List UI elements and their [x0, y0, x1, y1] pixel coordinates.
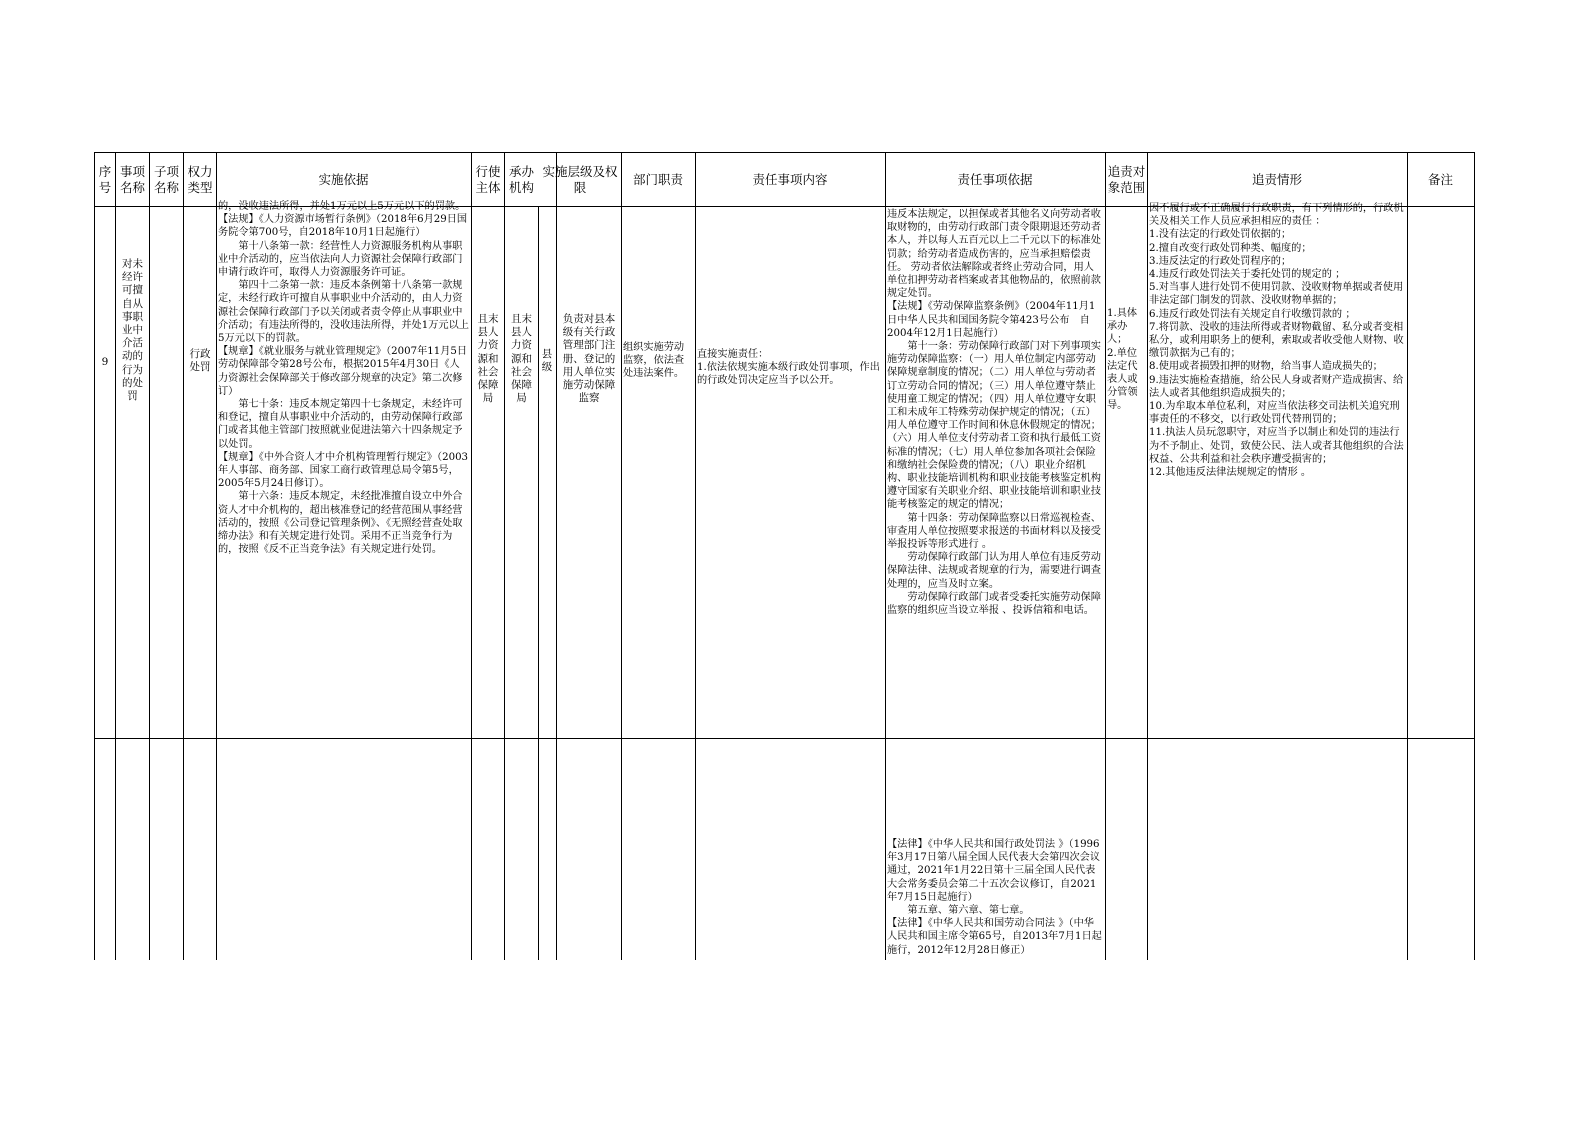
row9-liable-cases: 因不履行或不正确履行行政职责，有下列情形的，行政机关及相关工作人员应承担相应的责任 ： 1.没有法定的行政处罚依据的； 2.擅自改变行政处罚种类、幅度的； 3.违反法定的行政处罚程序的； 4.违反行政处罚法关于委托处罚的规定的 ； 5.对当事人进行处罚不使用罚款、没收财物单据或者使用非法定部门制发的罚款、没收财物单据的； 6.违反行政处罚法有关规定自行收缴罚款的 ； 7.将罚款、没收的违法所得或者财物截留、私分或者变相私分，或利用职务上的便利，索取或者收受他人财物、收缴罚款据为己有的； 8.使用或者损毁扣押的财物，给当事人造成损失的； 9.违法实施检查措施，给公民人身或者财产造成损害、给法人或者其他组织造成损失的； 10.为牟取本单位私利，对应当依法移交司法机关追究刑事责任的不移交，以行政处罚代替刑罚的； 11.执法人员玩忽职守，对应当予以制止和处罚的违法行为不予制止、处罚，致使公民、法人或者其他组织的合法权益、公共利益和社会秩序遭受损害的； 12.其他违反法律法规规定的情形 。 — [1149, 203, 1404, 479]
col-line-8b — [556, 206, 557, 960]
row9-undertaker: 且末县人力资源和社会保障局 — [511, 313, 532, 405]
row9-liable-scope: 1.具体承办人； 2.单位法定代表人或分管领导。 — [1107, 308, 1138, 412]
row9-dept-duty: 组织实施劳动监察，依法查处违法案件。 — [623, 342, 685, 380]
header-level: 实施层级及权限 — [542, 163, 618, 195]
col-line-13 — [1147, 152, 1148, 960]
col-line-10 — [695, 152, 696, 960]
col-line-7 — [538, 206, 539, 960]
col-line-4 — [216, 152, 217, 960]
row9-resp-content: 直接实施责任： 1.依法依规实施本级行政处罚事项，作出的行政处罚决定应当予以公开。 — [697, 349, 880, 387]
row9-seq: 9 — [101, 356, 109, 368]
header-sub-name: 子项名称 — [153, 163, 179, 195]
col-line-14 — [1407, 152, 1408, 960]
header-seq: 序号 — [98, 163, 112, 195]
col-line-12 — [1105, 152, 1106, 960]
row9-level-scope: 负责对县本级有关行政管理部门注册、登记的用人单位实施劳动保障监察 — [562, 313, 616, 405]
row9-basis: 的，没收违法所得，并处1万元以上5万元以下的罚款。 【法规】《人力资源市场暂行条例》（2018年6月29日国务院令第700号，自2018年10月1日起施行） 第十八条第一款：经营性人力资源服务机构从事职业中介活动的，应当依法向人力资源社会保障行政部门申请行政许可，取得人力资源服务许可证。 第四十二条第一款：违反本条例第十八条第一款规定，未经行政许可擅自从事职业中介活动的，由人力资源社会保障行政部门予以关闭或者责令停止从事职业中介活动；有违法所得的，没收违法所得，并处1万元以上5万元以下的罚款。 【规章】《就业服务与就业管理规定》（2007年11月5日劳动保障部令第28号公布，根据2015年4月30日《人力资源社会保障部关于修改部分规章的决定》第二次修订） 第七十条：违反本规定第四十七条规定，未经许可和登记，擅自从事职业中介活动的，由劳动保障行政部门或者其他主管部门按照就业促进法第六十四条规定予以处罚。 【规章】《中外合资人才中介机构管理暂行规定》（2003年人事部、商务部、国家工商行政管理总局令第5号，2005年5月24日修订）。 第十六条：违反本规定，未经批准擅自设立中外合资人才中介机构的，超出核准登记的经营范围从事经营活动的，按照《公司登记管理条例》、《无照经营查处取缔办法》和有关规定进行处罚。采用不正当竞争行为的，按照《反不正当竞争法》有关规定进行处罚。 — [218, 201, 469, 556]
col-line-0 — [94, 152, 95, 960]
header-basis: 实施依据 — [318, 171, 369, 187]
col-line-6 — [504, 152, 505, 960]
header-resp-content: 责任事项内容 — [752, 171, 828, 187]
header-item-name: 事项名称 — [119, 163, 145, 195]
col-line-15 — [1474, 152, 1475, 960]
col-line-11 — [885, 152, 886, 960]
col-line-9 — [621, 152, 622, 960]
row-divider — [94, 738, 1474, 739]
col-line-5 — [471, 152, 472, 960]
header-liable-cases: 追责情形 — [1251, 171, 1302, 187]
col-line-1 — [115, 152, 116, 960]
row10-resp-basis: 【法律】《中华人民共和国行政处罚法 》（1996年3月17日第八届全国人民代表大会第四次会议通过，2021年1月22日第十三届全国人民代表大会常务委员会第二十五次会议修订，自2021年7月15日起施行） 第五章、第六章、第七章。 【法律】《中华人民共和国劳动合同法 》（中华人民共和国主席令第65号，自2013年7月1日起施行，2012年12月28日修正） — [887, 839, 1102, 956]
row9-item-name: 对未经许可擅自从事职业中介活动的行为的处罚 — [122, 258, 143, 403]
row9-power-type: 行政处罚 — [189, 348, 211, 374]
header-dept-duty: 部门职责 — [632, 171, 683, 187]
col-line-2 — [149, 152, 150, 960]
header-resp-basis: 责任事项依据 — [957, 171, 1033, 187]
col-line-3 — [183, 152, 184, 960]
header-power-type: 权力类型 — [187, 163, 213, 195]
header-liable-scope: 追责对象范围 — [1107, 163, 1146, 195]
row9-level: 县级 — [541, 348, 553, 374]
row9-subject: 且末县人力资源和社会保障局 — [477, 313, 499, 405]
header-remark: 备注 — [1427, 171, 1453, 187]
header-undertaker: 承办机构 — [508, 163, 534, 195]
row9-resp-basis: 违反本法规定，以担保或者其他名义向劳动者收取财物的，由劳动行政部门责令限期退还劳动者本人，并以每人五百元以上二千元以下的标准处罚款；给劳动者造成伤害的，应当承担赔偿责任。 劳动者依法解除或者终止劳动合同，用人单位扣押劳动者档案或者其他物品的，依照前款规定处罚。 【法规】《劳动保障监察条例》（2004年11月1日中华人民共和国国务院令第423号公布 自2004年12月1日起施行） 第十一条：劳动保障行政部门对下列事项实施劳动保障监察：（一）用人单位制定内部劳动保障规章制度的情况；（二）用人单位与劳动者订立劳动合同的情况；（三）用人单位遵守禁止使用童工规定的情况；（四）用人单位遵守女职工和未成年工特殊劳动保护规定的情况；（五）用人单位遵守工作时间和休息休假规定的情况；（六）用人单位支付劳动者工资和执行最低工资标准的情况；（七）用人单位参加各项社会保险和缴纳社会保险费的情况；（八）职业介绍机构、职业技能培训机构和职业技能考核鉴定机构遵守国家有关职业介绍、职业技能培训和职业技能考核鉴定的规定的情况； 第十四条：劳动保障监察以日常巡视检查、审查用人单位按照要求报送的书面材料以及接受举报投诉等形式进行 。 劳动保障行政部门认为用人单位有违反劳动保障法律、法规或者规章的行为，需要进行调查处理的，应当及时立案。 劳动保障行政部门或者受委托实施劳动保障监察的组织应当设立举报 、投诉信箱和电话。 — [887, 209, 1101, 617]
header-subject: 行使主体 — [475, 163, 501, 195]
